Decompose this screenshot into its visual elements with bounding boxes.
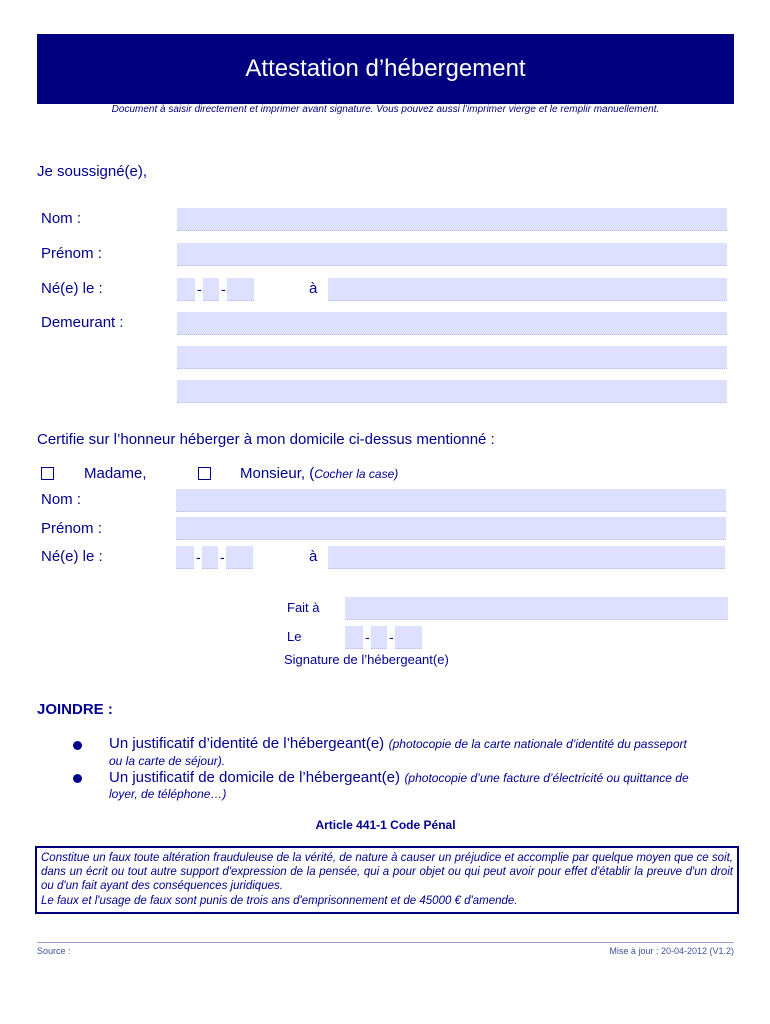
birth-month-input[interactable]: [203, 278, 219, 301]
birthplace-input[interactable]: [328, 278, 727, 301]
date-separator: -: [220, 549, 225, 565]
legal-text-2: Le faux et l'usage de faux sont punis de trois ans d'emprisonnement et de 45000 € d'amende.: [41, 894, 518, 907]
sign-month-input[interactable]: [371, 626, 387, 649]
date-separator: -: [389, 629, 394, 645]
joindre-item-1-main: Un justificatif d’identité de l’hébergeant(e): [109, 735, 385, 752]
sign-year-input[interactable]: [395, 626, 422, 649]
bullet-icon: [73, 774, 82, 783]
host-prenom-input[interactable]: [176, 517, 726, 540]
address-line-3-input[interactable]: [177, 380, 727, 403]
prenom-input[interactable]: [177, 243, 727, 266]
joindre-item-1-note: (photocopie de la carte nationale d’identité du passeport: [388, 737, 687, 751]
demeurant-label: Demeurant :: [41, 314, 124, 331]
monsieur-checkbox[interactable]: [198, 467, 211, 480]
host-nom-label: Nom :: [41, 491, 82, 508]
page-title: Attestation d’hébergement: [37, 34, 734, 104]
birth-day-input[interactable]: [177, 278, 195, 301]
monsieur-label: [240, 465, 398, 483]
date-separator: -: [196, 549, 201, 565]
host-birth-day-input[interactable]: [176, 546, 194, 569]
bullet-icon: [73, 741, 82, 750]
fait-a-input[interactable]: [345, 597, 728, 620]
host-birth-year-input[interactable]: [226, 546, 253, 569]
legal-text-1: Constitue un faux toute altération frauduleuse de la vérité, de nature à causer un préjudice et accomplie par quelque moyen que ce soit, dans un écrit ou tout autre support d'expression de la pensée, qui a pour objet ou qui peut avoir pour effet d'établir la preuve d'un droit ou d'un fait ayant des conséquences juridiques.: [41, 852, 733, 893]
madame-checkbox[interactable]: [41, 467, 54, 480]
host-nom-input[interactable]: [176, 489, 726, 512]
joindre-item-1: [109, 735, 734, 753]
footer-source: Source :: [37, 946, 71, 956]
joindre-item-1-note-2: ou la carte de séjour).: [109, 754, 226, 768]
footer-divider: [37, 942, 734, 943]
joindre-item-2-note-2: loyer, de téléphone…): [109, 787, 227, 801]
monsieur-text: Monsieur, (: [240, 465, 315, 482]
host-birthdate-label: Né(e) le :: [41, 548, 103, 565]
birthdate-label: Né(e) le :: [41, 280, 103, 297]
sign-day-input[interactable]: [345, 626, 363, 649]
le-label: Le: [287, 629, 302, 644]
joindre-item-2-main: Un justificatif de domicile de l’hébergeant(e): [109, 769, 400, 786]
madame-label: Madame,: [84, 465, 147, 482]
birthplace-label: à: [309, 280, 318, 297]
signature-label: Signature de l’hébergeant(e): [284, 652, 449, 667]
joindre-item-2-note: (photocopie d’une facture d’électricité ou quittance de: [404, 771, 689, 785]
host-birth-month-input[interactable]: [202, 546, 218, 569]
host-birthplace-input[interactable]: [328, 546, 725, 569]
certify-text: Certifie sur l’honneur héberger à mon domicile ci-dessus mentionné :: [37, 431, 495, 448]
article-title: Article 441-1 Code Pénal: [315, 818, 456, 832]
date-separator: -: [221, 281, 226, 297]
intro-text: Je soussigné(e),: [37, 163, 148, 180]
date-separator: -: [197, 281, 202, 297]
footer-update: Mise à jour : 20-04-2012 (V1.2): [609, 946, 734, 956]
address-line-2-input[interactable]: [177, 346, 727, 369]
address-line-1-input[interactable]: [177, 312, 727, 335]
nom-label: Nom :: [41, 210, 82, 227]
birth-year-input[interactable]: [227, 278, 254, 301]
fait-a-label: Fait à: [287, 600, 320, 615]
host-birthplace-label: à: [309, 548, 318, 565]
date-separator: -: [365, 629, 370, 645]
check-note: Cocher la case): [314, 467, 399, 481]
host-prenom-label: Prénom :: [41, 520, 102, 537]
joindre-item-2: [109, 769, 734, 787]
joindre-title: JOINDRE :: [37, 701, 113, 718]
page-subtitle: Document à saisir directement et imprimer avant signature. Vous pouvez aussi l’imprimer vierge et le remplir manuellement.: [111, 104, 660, 115]
prenom-label: Prénom :: [41, 245, 102, 262]
legal-box: [35, 846, 739, 914]
nom-input[interactable]: [177, 208, 727, 231]
